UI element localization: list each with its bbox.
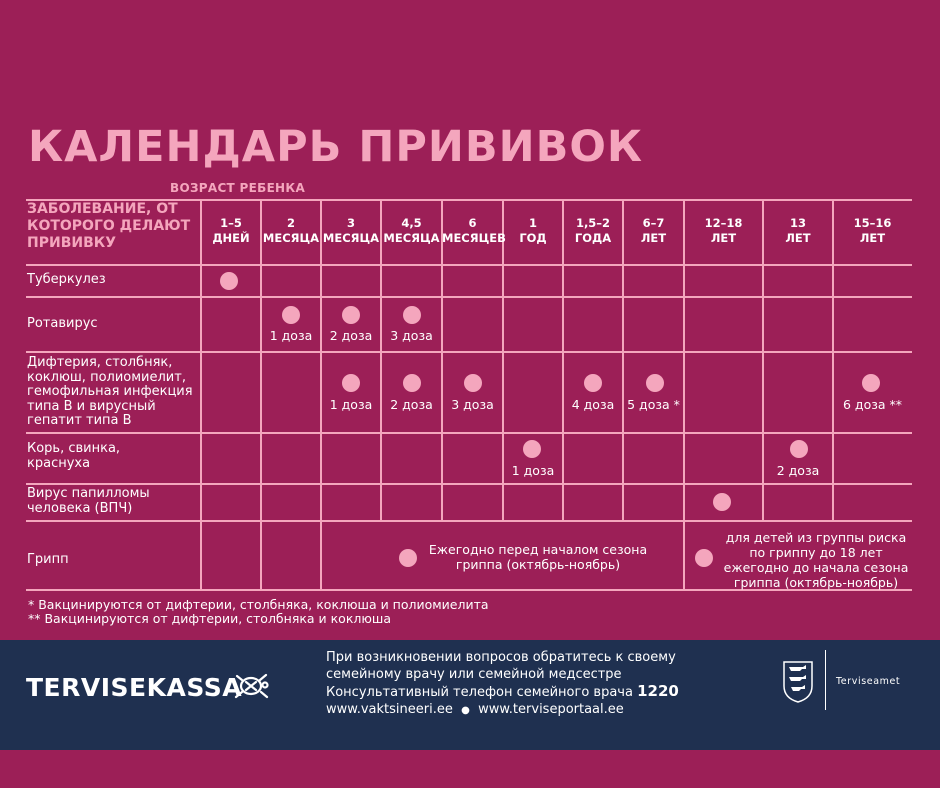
age-header	[381, 216, 442, 246]
age-value: 15–16	[853, 216, 892, 230]
vaccination-dot	[464, 374, 482, 392]
age-value: 12–18	[704, 216, 743, 230]
vaccination-dot	[713, 493, 731, 511]
age-header	[321, 216, 381, 246]
age-value: 6	[468, 216, 477, 230]
age-header	[563, 216, 623, 246]
dose-label: 2 доза	[390, 397, 433, 412]
age-value: 1	[528, 216, 537, 230]
age-header	[623, 216, 684, 246]
age-value: 6–7	[642, 216, 665, 230]
age-unit: ЛЕТ	[640, 231, 667, 245]
age-header	[833, 216, 912, 246]
vaccination-dot	[584, 374, 602, 392]
age-unit: ЛЕТ	[859, 231, 886, 245]
info-line-phone	[326, 683, 679, 702]
age-header	[763, 216, 833, 246]
contact-info	[326, 650, 679, 719]
disease-column-header: ЗАБОЛЕВАНИЕ, ОТ КОТОРОГО ДЕЛАЮТ ПРИВИВКУ	[27, 201, 191, 251]
vaccination-dot	[862, 374, 880, 392]
vaccination-dot	[646, 374, 664, 392]
age-unit: МЕСЯЦЕВ	[442, 231, 506, 245]
vaccination-dot	[282, 306, 300, 324]
age-value: 1–5	[220, 216, 242, 230]
vaccination-dot	[403, 306, 421, 324]
dose-label: 2 доза	[329, 328, 373, 343]
dose-label: 1 доза	[511, 463, 555, 478]
bullet-separator: ●	[461, 704, 470, 716]
website-link[interactable]: www.terviseportaal.ee	[478, 701, 624, 717]
footnote: ** Вакцинируются от дифтерии, столбняка и коклюша	[28, 611, 391, 626]
age-unit: ЛЕТ	[710, 231, 737, 245]
vaccination-dot	[523, 440, 541, 458]
page-title: КАЛЕНДАРЬ ПРИВИВОК	[28, 122, 644, 172]
disease-tuberculosis: Туберкулез	[27, 272, 106, 287]
disease-measles: Корь, свинка, краснуха	[27, 441, 121, 471]
age-unit: МЕСЯЦА	[383, 231, 440, 245]
dose-label: 3 доза	[451, 397, 494, 412]
dose-label: 5 доза *	[627, 397, 680, 412]
age-header	[442, 216, 506, 246]
age-unit: ГОДА	[574, 231, 612, 245]
vaccination-dot	[342, 374, 360, 392]
dose-label: 1 доза	[269, 328, 313, 343]
phone-label: Консультативный телефон семейного врача	[326, 685, 633, 700]
vaccination-dot	[790, 440, 808, 458]
dose-label: 3 доза	[390, 328, 433, 343]
vaccination-dot	[403, 374, 421, 392]
vaccination-dot	[399, 549, 417, 567]
dose-label: 4 доза	[571, 397, 615, 412]
age-label: ВОЗРАСТ РЕБЕНКА	[170, 181, 306, 195]
age-unit: МЕСЯЦА	[262, 231, 320, 245]
disease-diphtheria: Дифтерия, столбняк, коклюш, полиомиелит, гемофильная инфекция типа B и вирусный гепатит типа B	[27, 355, 193, 428]
age-value: 4,5	[401, 216, 422, 230]
age-header	[684, 216, 763, 246]
website-link[interactable]: www.vaktsineeri.ee	[326, 701, 453, 717]
phone-number[interactable]: 1220	[637, 682, 679, 700]
age-unit: МЕСЯЦА	[322, 231, 380, 245]
dose-label: 1 доза	[329, 397, 373, 412]
disease-flu: Грипп	[27, 552, 69, 567]
disease-rotavirus: Ротавирус	[27, 316, 98, 331]
vaccination-dot	[695, 549, 713, 567]
brand-logo-text: TERVISEKASSA	[26, 673, 243, 702]
age-header	[261, 216, 321, 246]
dose-label: 2 доза	[776, 463, 820, 478]
info-line: При возникновении вопросов обратитесь к своему	[326, 650, 676, 665]
footnote: * Вакцинируются от дифтерии, столбняка, коклюша и полиомиелита	[28, 597, 489, 612]
estonian-coat-of-arms-icon	[782, 660, 814, 704]
age-header	[503, 216, 563, 246]
age-value: 3	[346, 216, 355, 230]
info-line: семейному врачу или семейной медсестре	[326, 666, 622, 682]
turtle-icon	[232, 668, 270, 702]
age-value: 13	[789, 216, 806, 230]
disease-hpv: Вирус папилломы человека (ВПЧ)	[27, 486, 150, 516]
vaccination-dot	[342, 306, 360, 324]
age-value: 2	[286, 216, 295, 230]
age-unit: ДНЕЙ	[212, 231, 250, 245]
age-unit: ГОД	[519, 231, 547, 245]
age-unit: ЛЕТ	[785, 231, 811, 245]
dose-label: 6 доза **	[843, 397, 902, 412]
flu-risk-text: для детей из группы риска по гриппу до 18 лет ежегодно до начала сезона гриппа (октябрь-ноябрь)	[723, 530, 909, 590]
partner-logo-text: Terviseamet	[836, 676, 901, 687]
websites	[326, 702, 679, 720]
vaccination-dot	[220, 272, 238, 290]
age-header	[201, 216, 261, 246]
age-value: 1,5–2	[575, 216, 611, 230]
footer-divider	[825, 650, 826, 710]
flu-general-text: Ежегодно перед началом сезона гриппа (октябрь-ноябрь)	[428, 542, 648, 572]
